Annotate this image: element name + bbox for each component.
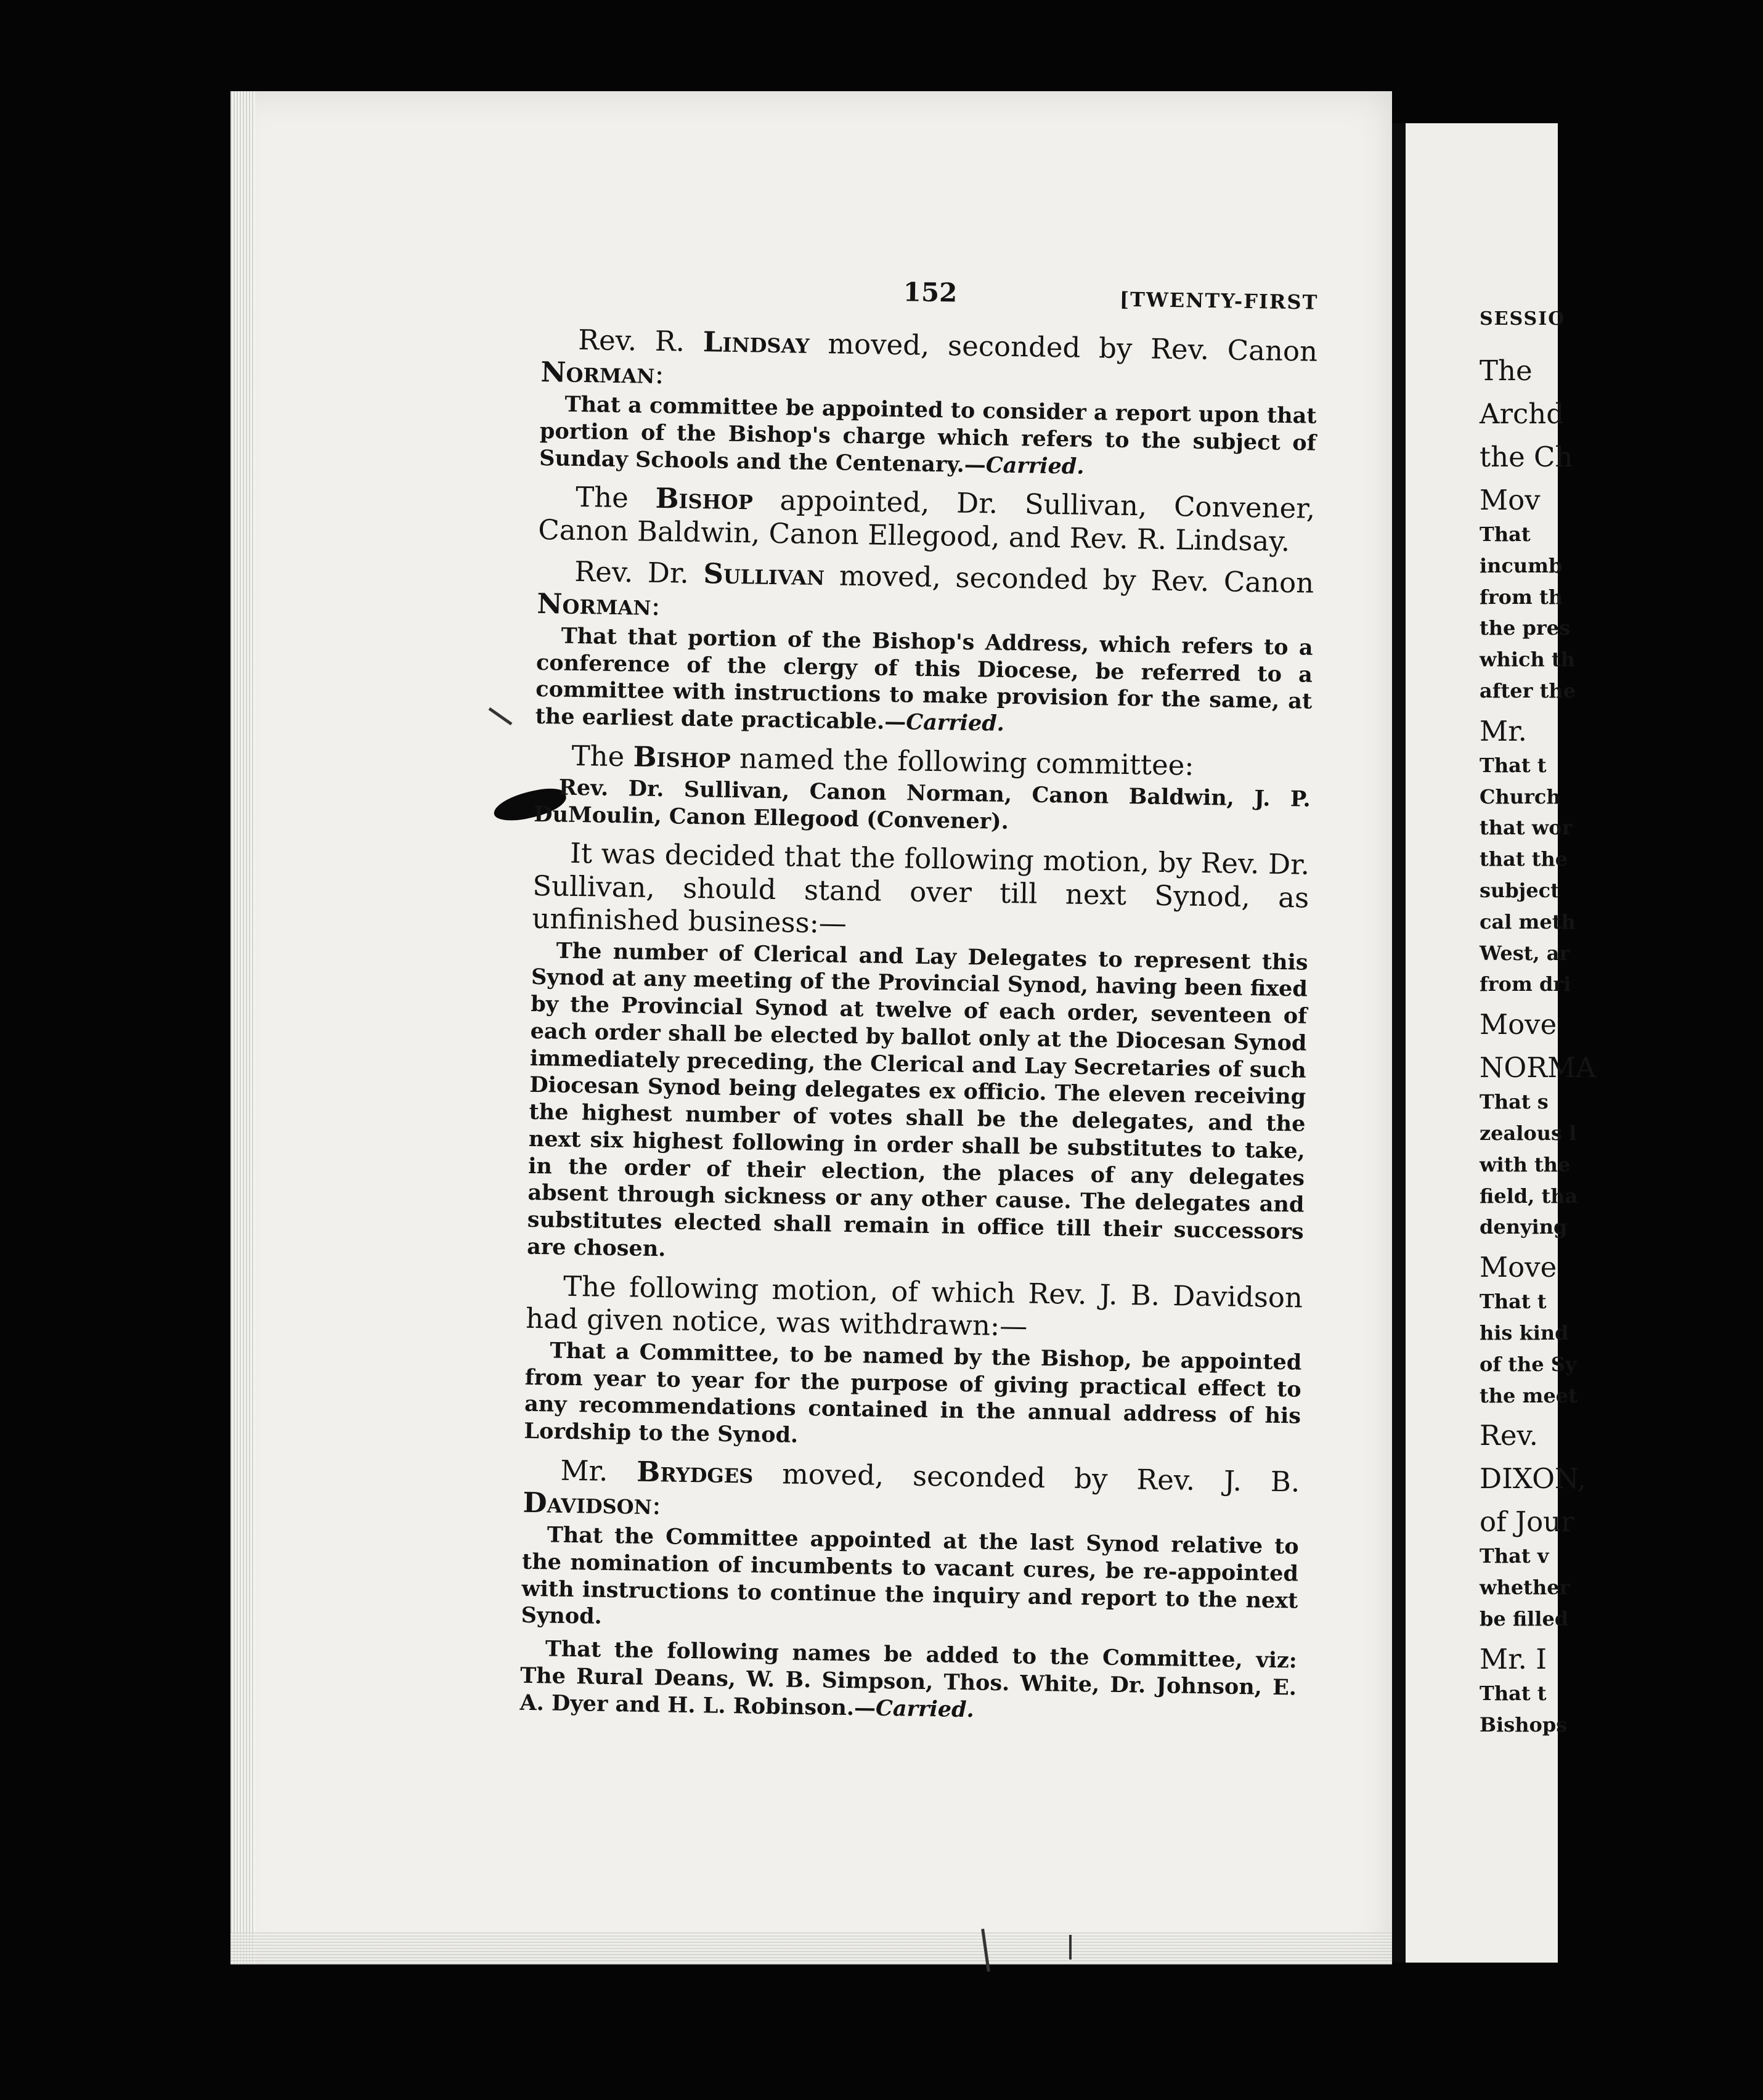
resolution-text: That a committee be appointed to consider a report upon that portion of the Bishop's charge which refers to the subject of Sunday Schools and the Centenary.— (539, 391, 1317, 478)
right-page-line: NORMA (1480, 1051, 1596, 1085)
right-page-line: That s (1480, 1090, 1549, 1114)
carried-label: Carried. (875, 1695, 975, 1722)
right-page-line: Move (1480, 1008, 1557, 1041)
right-page-line: Bishops (1480, 1712, 1568, 1736)
mover-name: Sullivan (703, 556, 825, 592)
page-bottom-edge (230, 1932, 1392, 1964)
motion-text: named the following committee: (730, 741, 1194, 782)
right-page-line: his kind (1480, 1321, 1569, 1345)
motion-paragraph (526, 1269, 1303, 1346)
motion-paragraph (532, 836, 1309, 946)
motion-text: moved, seconded by Rev. Canon (824, 558, 1314, 600)
seconder-name: Davidson (523, 1486, 653, 1521)
right-page-line: Rev. (1480, 1419, 1538, 1452)
carried-label: Carried. (905, 709, 1005, 736)
resolution-text: That the following names be added to the Committee, viz: The Rural Deans, W. B. Simpson, Thos. White, Dr. Johnson, E. A. Dyer and H. L. Robinson.— (519, 1636, 1298, 1721)
right-page-line: of the Sy (1480, 1352, 1577, 1376)
motion-text: The following motion, of which Rev. J. B. Davidson had given notice, was withdrawn:— (525, 1269, 1303, 1343)
resolution-paragraph (527, 937, 1308, 1273)
motion-text: It was decided that the following motion, by Rev. Dr. Sullivan, should stand over till next Synod, as unfinished business:— (532, 837, 1310, 940)
mover-name: Bishop (655, 482, 754, 516)
right-page-line: That (1480, 523, 1531, 546)
right-page-line: incumb (1480, 553, 1563, 577)
right-page-line: field, tha (1480, 1184, 1578, 1208)
resolution-paragraph (524, 1337, 1302, 1457)
right-page-line: the Ch (1480, 441, 1573, 473)
right-page-line: from th (1480, 585, 1563, 609)
resolution-text: The number of Clerical and Lay Delegates to represent this Synod at any meeting of the Provincial Synod, having been fixed by the Provincial Synod at twelve of each order, seventeen of each order shall be elected by ballot only at the Diocesan Synod immediately preceding, the Clerical and Lay Secretaries of such Diocesan Synod being delegates ex officio. The eleven receiving the highest number of votes shall be the delegates, and the next six highest following in order shall be substitutes to take, in the order of their election, the places of any delegates absent through sickness or any other cause. The delegates and substitutes elected shall remain in office till their successors are chosen. (526, 938, 1308, 1262)
right-page-line: cal meth (1480, 910, 1576, 934)
right-page-line: DIXON, (1480, 1462, 1586, 1496)
resolution-text: That that portion of the Bishop's Address, which refers to a conference of the clergy of this Diocese, be referred to a committee with instructions to make provision for the same, at the earliest date practicable.— (535, 623, 1313, 735)
left-page-content (519, 271, 1319, 1735)
right-page-line: Mov (1480, 484, 1541, 516)
right-page-line: that the (1480, 847, 1568, 871)
right-page-line: Mr. (1480, 714, 1527, 747)
running-head: [TWENTY-FIRST (1119, 287, 1319, 314)
right-page-line: West, ar (1480, 941, 1570, 965)
resolution-text: That a Committee, to be named by the Bishop, be appointed from year to year for the purpose of giving practical effect to any recommendations contained in the annual address of his Lordship to the Synod. (524, 1338, 1302, 1448)
right-page-line: That t (1480, 1681, 1547, 1705)
right-page-line: with the (1480, 1152, 1571, 1176)
motion-text: moved, seconded by Rev. Canon (809, 327, 1318, 368)
right-page-line: from dri (1480, 972, 1571, 996)
resolution-paragraph (539, 391, 1317, 484)
right-page-line: That v (1480, 1544, 1549, 1568)
page-edge-shading (230, 91, 255, 1964)
right-page-line: the pres (1480, 616, 1571, 640)
right-page-fragments (1480, 354, 1763, 1738)
right-page-line: which th (1480, 648, 1575, 672)
right-page-line: Archd (1480, 397, 1564, 430)
right-page-line: that wor (1480, 816, 1573, 840)
right-page-line: after the (1480, 678, 1576, 702)
right-page-line: The (1480, 354, 1533, 387)
right-page-line: Church (1480, 784, 1561, 808)
motion-text: Rev. Dr. (574, 555, 704, 590)
resolution-text: That the Committee appointed at the last Synod relative to the nomination of incumbents to vacant cures, be re-appointed with instructions to continue the inquiry and report to the next Synod. (521, 1522, 1299, 1630)
mover-name: Bishop (633, 740, 731, 775)
seconder-name: Norman (537, 587, 652, 622)
motion-text: Mr. (560, 1454, 637, 1488)
motion-text: The (571, 739, 633, 773)
mover-name: Brydges (636, 1455, 754, 1490)
right-page-line: denying (1480, 1215, 1568, 1239)
motion-paragraph (523, 1454, 1300, 1531)
right-page-line: zealous l (1480, 1121, 1577, 1145)
text-blocks (519, 323, 1317, 1728)
right-running-head: SESSIO (1480, 308, 1566, 330)
carried-label: Carried. (985, 452, 1085, 479)
right-page-line: That t (1480, 1290, 1547, 1314)
right-page (1406, 123, 1596, 1963)
right-page-line: subject (1480, 878, 1560, 902)
motion-paragraph (538, 480, 1316, 558)
motion-text: moved, seconded by Rev. J. B. (752, 1457, 1300, 1499)
right-page-line: of Jour (1480, 1505, 1574, 1539)
resolution-paragraph (519, 1635, 1297, 1728)
right-page-content (1480, 308, 1763, 1742)
right-page-line: the meet (1480, 1383, 1578, 1407)
right-page-line: That t (1480, 753, 1547, 777)
resolution-paragraph (521, 1521, 1299, 1642)
right-page-line: be filled (1480, 1606, 1569, 1630)
motion-text: The (575, 481, 656, 515)
scratch-mark (1069, 1935, 1072, 1960)
resolution-text: Rev. Dr. Sullivan, Canon Norman, Canon Baldwin, J. P. DuMoulin, Canon Ellegood (Convener). (533, 775, 1311, 834)
resolution-paragraph (535, 622, 1313, 743)
motion-text: : (654, 357, 665, 391)
motion-text: : (651, 1488, 662, 1521)
book-gutter (1392, 123, 1406, 1963)
right-page-line: Mr. I (1480, 1642, 1547, 1675)
motion-text: : (651, 588, 661, 622)
seconder-name: Norman (540, 356, 655, 390)
mover-name: Lindsay (702, 325, 810, 360)
motion-text: appointed, Dr. Sullivan, Convener, Canon Baldwin, Canon Ellegood, and Rev. R. Lindsay. (538, 483, 1316, 558)
resolution-paragraph (534, 774, 1311, 840)
motion-text: Rev. R. (577, 323, 704, 359)
motion-paragraph (540, 323, 1318, 401)
motion-paragraph (537, 555, 1314, 632)
right-page-line: Move (1480, 1251, 1557, 1284)
page-number: 152 (903, 277, 958, 308)
right-page-line: whether (1480, 1576, 1570, 1600)
